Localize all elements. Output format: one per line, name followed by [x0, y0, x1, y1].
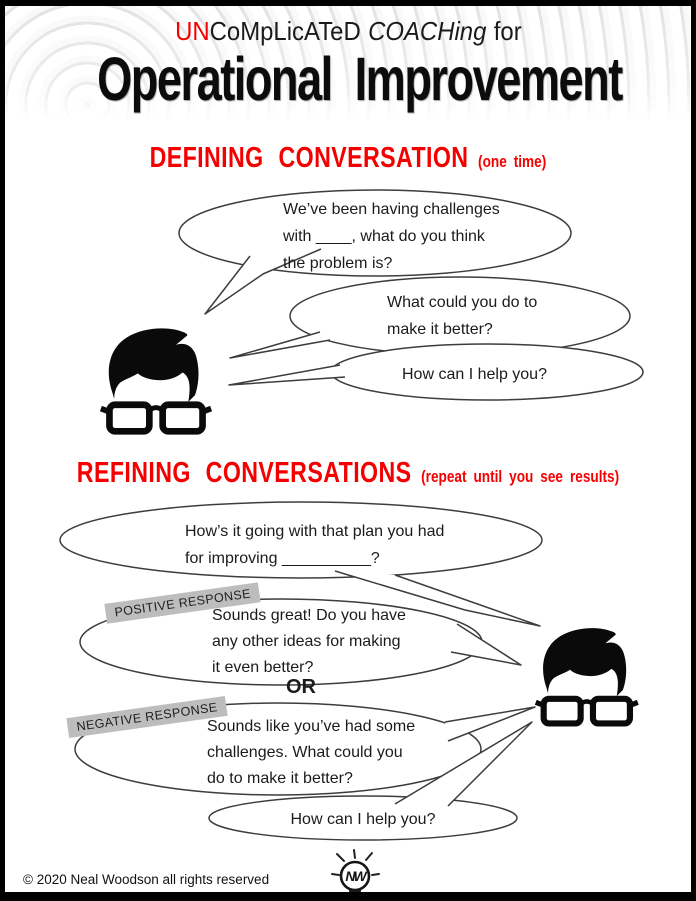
bubble-1-text [283, 196, 500, 277]
bubble-6-text [207, 714, 415, 792]
negative-response-label: NEGATIVE RESPONSE [66, 696, 227, 738]
refining-heading-main: REFINING CONVERSATIONS [76, 457, 412, 489]
bubble-4-text [185, 518, 444, 572]
bubble-text-line: Sounds like you’ve had some [207, 718, 416, 735]
bubble-text-line: How can I help you? [402, 366, 547, 383]
coach-face-icon-left [101, 328, 211, 431]
positive-response-label: POSITIVE RESPONSE [104, 582, 261, 623]
title-for: for [493, 16, 522, 46]
bubble-5-text [212, 603, 406, 681]
bubble-text-line: What could you do to [387, 294, 538, 311]
bubble-text-line: We’ve been having challenges [283, 201, 500, 218]
bubble-text-line: the problem is? [283, 255, 393, 272]
bubble-text-line: Sounds great! Do you have [212, 607, 406, 624]
bubble-3-tail [229, 365, 345, 385]
bubble-6-tail [445, 707, 535, 741]
bubble-text-line: with ____, what do you think [283, 228, 485, 245]
bubble-text-line: challenges. What could you [207, 744, 403, 761]
title-uncomplicated: CoMpLicATeD [209, 16, 361, 46]
bubble-text-line: it even better? [212, 659, 314, 676]
lightbulb-monogram-icon [332, 850, 379, 901]
bubble-text-line: How’s it going with that plan you had [185, 523, 445, 540]
bubble-text-line: do to make it better? [207, 770, 353, 787]
bubble-3-text [402, 361, 547, 388]
logo-monogram-text: NW [345, 868, 365, 884]
lightbulb-base [349, 890, 361, 901]
title-coaching-italic: COACHing [367, 16, 487, 46]
defining-heading-note: (one time) [478, 152, 547, 171]
title-un-red: UN [174, 16, 210, 46]
bubble-text-line: for improving __________? [185, 550, 380, 567]
bubble-2-text [387, 289, 537, 343]
or-label: OR [286, 676, 316, 698]
bubble-text-line: any other ideas for making [212, 633, 401, 650]
coach-face-icon-right [536, 628, 638, 723]
bubble-7-text [213, 806, 513, 833]
bubble-2-tail [230, 332, 330, 358]
refining-heading-note: (repeat until you see results) [421, 467, 620, 486]
title-main-text: Operational Improvement [97, 45, 622, 113]
bubble-text-line: make it better? [387, 321, 493, 338]
bubble-text-line: How can I help you? [290, 811, 436, 828]
copyright-text: © 2020 Neal Woodson all rights reserved [23, 872, 270, 887]
defining-heading-main: DEFINING CONVERSATION [149, 142, 469, 174]
